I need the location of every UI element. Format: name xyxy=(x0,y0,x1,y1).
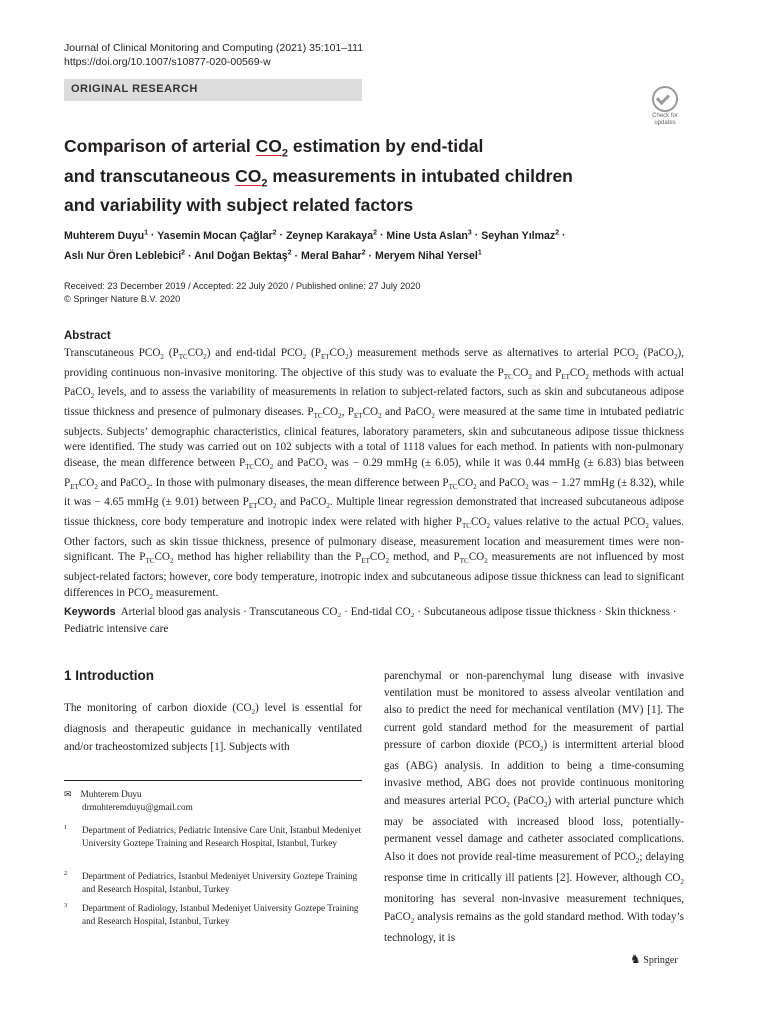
envelope-icon: ✉ xyxy=(64,789,72,799)
introduction-right-column: parenchymal or non-parenchymal lung disease with invasive ventilation must be monitored to assess alveolar ventilation and also to predict the need for mechanical ventilation (MV) [1]. The current gold standard method for the measurement of partial pressure of carbon dioxide $(PCO_2)$ is intermittent arterial blood gas (ABG) analysis. In addition to being a time-consuming invasive method, ABG does not provide continuous monitoring and measures arterial $PCO_2$ (PaCO$_2$) with arterial puncture which may be associated with increased blood loss, potentially-permanent vessel damage and catheter associated complications. Also it does not provide real-time measurement of $PCO_2$; delaying response time in critically ill patients [2]. However, although $CO_2$ monitoring has several non-invasive measurement techniques, PaCO$_2$ analysis remains as the gold standard method. With today’s technology, it is xyxy=(384,670,684,945)
abstract-heading: Abstract xyxy=(64,330,111,342)
badge-text: Check for updates xyxy=(652,113,678,126)
affiliation-1: 1 Department of Pediatrics, Pediatric Intensive Care Unit, Istanbul Medeniyet University Goztepe Training and Research Hospital, Istanbul, Turkey xyxy=(64,824,362,848)
author[interactable]: Meral Bahar$^2$ xyxy=(301,249,366,263)
author-list: Muhterem Duyu$^1$ · Yasemin Mocan Çağlar$^2$ · Zeynep Karakaya$^2$ · Mine Usta Aslan$^3$ · Seyhan Yılmaz$^2$ · Aslı Nur Ören Leblebici$^2$ · Anıl Doğan Bektaş$^2$ · Meral Bahar$^2$ · Meryem Nihal Yersel$^1$ xyxy=(64,229,566,263)
keywords-text: Arterial blood gas analysis · Transcutaneous CO₂ · End-tidal CO₂ · Subcutaneous adipose tissue thickness · Skin thickness · Pediatric intensive care xyxy=(64,606,677,635)
citation-link[interactable]: 1 xyxy=(650,704,657,717)
author[interactable]: Zeynep Karakaya$^2$ xyxy=(285,229,377,242)
author[interactable]: Muhterem Duyu$^1$ xyxy=(64,229,148,242)
introduction-paragraph: The monitoring of carbon dioxide $(CO_2)$ level is essential for diagnosis and therapeutic guidance in mechanically ventilated and/or tracheostomized subjects [1]. Subjects with xyxy=(64,702,362,753)
corresponding-author: Muhterem Duyu xyxy=(80,789,142,799)
doi-link[interactable]: https://doi.org/10.1007/s10877-020-00569-w xyxy=(64,56,271,68)
author[interactable]: Aslı Nur Ören Leblebici$^2$ xyxy=(64,249,186,263)
author[interactable]: Meryem Nihal Yersel$^1$ xyxy=(375,249,482,263)
correspondence xyxy=(64,788,362,814)
article-title: Comparison of arterial $CO_2$ estimation by end-tidal and transcutaneous $CO_2$ measurements in intubated children and variability with subject related factors xyxy=(64,136,573,215)
journal-header xyxy=(64,41,363,69)
author[interactable]: Anıl Doğan Bektaş$^2$ xyxy=(194,249,292,263)
footnote-divider xyxy=(64,780,362,781)
publication-dates xyxy=(64,280,421,306)
dates: Received: 23 December 2019 / Accepted: 22 July 2020 / Published online: 27 July 2020 xyxy=(64,281,421,291)
check-icon xyxy=(652,86,678,112)
copyright: © Springer Nature B.V. 2020 xyxy=(64,294,181,304)
keywords-label: Keywords xyxy=(64,606,116,618)
keywords xyxy=(64,604,684,638)
springer-horse-icon: ♞ xyxy=(630,952,641,966)
author[interactable]: Yasemin Mocan Çağlar$^2$ xyxy=(157,229,277,242)
section-bar xyxy=(64,79,362,101)
abstract-text: Transcutaneous $PCO_2$ $(P_{TC}CO_2)$ and end-tidal $PCO_2$ $(P_{ET}CO_2)$ measurement methods serve as alternatives to arterial $PCO_2$ (PaCO$_2$), providing continuous non-invasive monitoring. The objective of this study was to evaluate the $P_{TC}CO_2$ and $P_{ET}CO_2$ methods with actual PaCO$_2$ levels, and to assess the variability of measurements in relation to subject-related factors, such as skin and subcutaneous adipose tissue thickness and presence of pulmonary diseases. $P_{TC}CO_2$, $P_{ET}CO_2$ and PaCO$_2$ were measured at the same time in intubated pediatric subjects. Subjects’ demographic characteristics, clinical features, laboratory parameters, skin and subcutaneous adipose tissue thickness were identified. The study was carried out on 102 subjects with a total of 1118 values for each method. In patients with non-pulmonary disease, the mean difference between $P_{TC}CO_2$ and PaCO$_2$ was − 0.29 mmHg (± 6.05), while it was 0.44 mmHg (± 6.83) bias between $P_{ET}CO_2$ and PaCO$_2$. In those with pulmonary diseases, the mean difference between $P_{TC}CO_2$ and PaCO$_2$ was − 1.27 mmHg (± 8.32), while it was − 4.65 mmHg (± 9.01) between $P_{ET}CO_2$ and PaCO$_2$. Multiple linear regression demonstrated that increased subcutaneous adipose tissue thickness, core body temperature and inotropic index were related with higher $P_{TC}CO_2$ values relative to the actual $PCO_2$ values. Other factors, such as skin tissue thickness, presence of pulmonary disease, measurement location and measurement times were non-significant. The $P_{TC}CO_2$ method has higher reliability than the $P_{ET}CO_2$ method, and $P_{TC}CO_2$ measurements are not influenced by most subject-related factors; however, core body temperature, inotropic index and subcutaneous adipose tissue thickness can lead to significant differences in $PCO_2$ measurement. xyxy=(64,347,685,601)
section-heading-introduction: 1 Introduction xyxy=(64,668,154,683)
citation-link[interactable]: 2 xyxy=(560,871,566,884)
affiliation-2: 2 Department of Pediatrics, Istanbul Medeniyet University Goztepe Training and Research Hospital, Istanbul, Turkey xyxy=(64,870,358,894)
affiliation-3: 3 Department of Radiology, Istanbul Medeniyet University Goztepe Training and Research Hospital, Istanbul, Turkey xyxy=(64,902,359,926)
check-for-updates-badge[interactable] xyxy=(648,86,682,124)
author[interactable]: Seyhan Yılmaz$^2$ xyxy=(481,229,560,242)
publisher-footer xyxy=(630,952,678,967)
author[interactable]: Mine Usta Aslan$^3$ xyxy=(386,229,472,242)
citation-link[interactable]: 1 xyxy=(214,740,220,753)
journal-citation: Journal of Clinical Monitoring and Computing (2021) 35:101–111 xyxy=(64,42,364,54)
email-link[interactable]: drmuhteremduyu@gmail.com xyxy=(82,802,193,812)
publisher-name: Springer xyxy=(643,955,678,966)
section-label: ORIGINAL RESEARCH xyxy=(71,83,198,95)
